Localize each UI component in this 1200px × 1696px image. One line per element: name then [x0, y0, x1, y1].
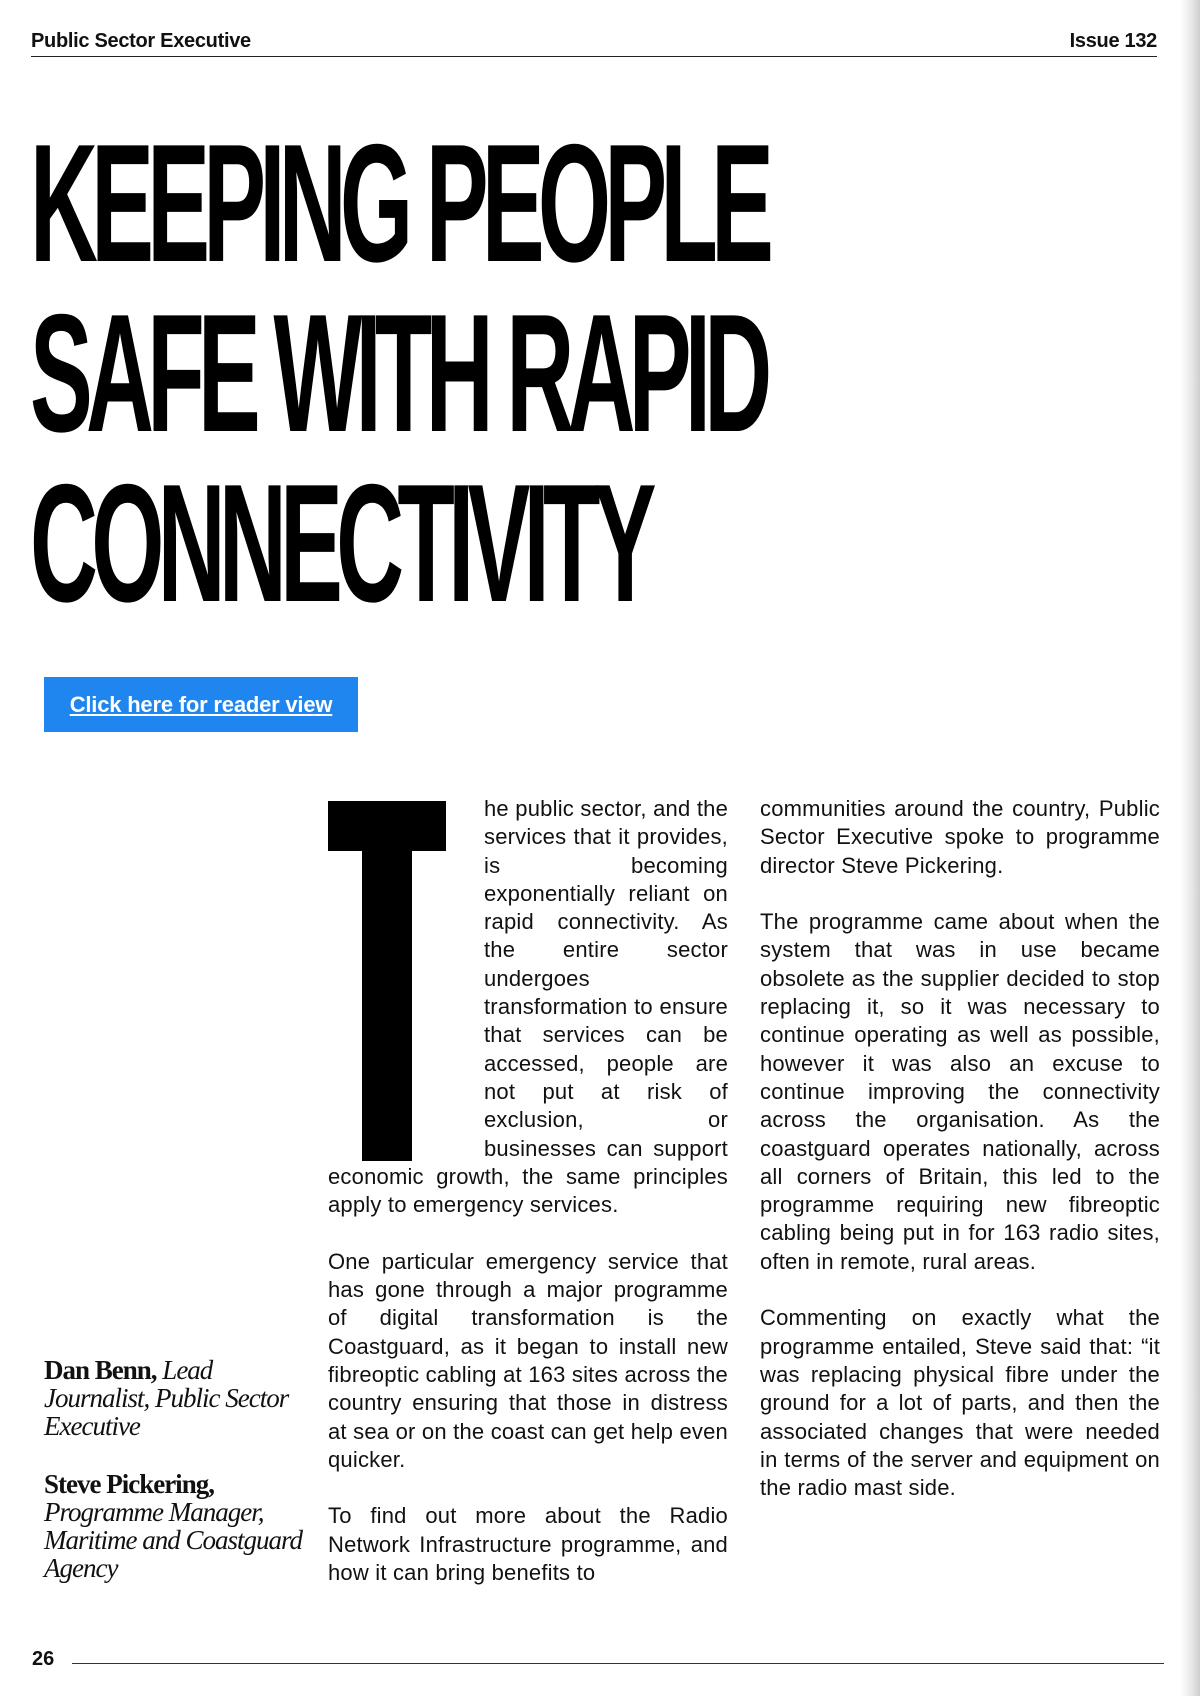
paragraph: The programme came about when the system that was in use became obsolete as the supplier decided to stop replacing it, so it was necessary to continue operating as well as possible, however it was also an excuse to continue improving the connectivity across the organisation. As the coastguard operates nationally, across all corners of Britain, this led to the programme requiring new fibreoptic cabling being put in for 163 radio sites, often in remote, rural areas.	[760, 909, 1160, 1274]
paragraph: Commenting on exactly what the programme entailed, Steve said that: “it was replacing physical fibre under the ground for a lot of parts, and then the associated changes that were needed in terms of the server and equipment on the radio mast side.	[760, 1305, 1160, 1501]
byline-name: Dan Benn,	[44, 1355, 157, 1385]
byline-role: Lead Journalist, Public Sector Executive	[44, 1355, 289, 1441]
page-number: 26	[32, 1648, 55, 1670]
paragraph: he public sector, and the services that it provides, is becoming exponentially reliant on rapid connectivity. As the entire sector undergoes transformation to ensure that services can be accessed, people are not put at risk of exclusion, or businesses can support economic growth, the same principles apply to emergency services.	[328, 796, 728, 1218]
paragraph: communities around the country, Public Sector Executive spoke to programme director Steve Pickering.	[760, 796, 1160, 878]
headline-line-3: CONNECTIVITY	[30, 449, 650, 637]
article-column-2	[760, 795, 1160, 1531]
byline-author	[44, 1356, 314, 1440]
headline-line-2: SAFE WITH RAPID	[30, 279, 766, 467]
byline-name: Steve Pickering,	[44, 1469, 214, 1499]
bylines	[44, 1356, 314, 1612]
drop-cap	[328, 801, 446, 1161]
page-edge-shadow	[1180, 0, 1200, 1696]
publication-name: Public Sector Executive	[31, 30, 251, 52]
byline-interviewee	[44, 1470, 314, 1582]
page-header	[31, 28, 1157, 57]
reader-view-button[interactable]: Click here for reader view	[44, 677, 358, 732]
byline-role: Programme Manager, Maritime and Coastguard Agency	[44, 1497, 303, 1583]
paragraph: One particular emergency service that has gone through a major programme of digital transformation is the Coastguard, as it began to install new fibreoptic cabling at 163 sites across the country ensuring that those in distress at sea or on the coast can get help even quicker.	[328, 1248, 728, 1472]
headline-line-1: KEEPING PEOPLE	[30, 109, 768, 297]
drop-cap-glyph	[328, 801, 446, 1161]
footer-divider	[72, 1663, 1164, 1664]
article-headline	[30, 109, 890, 637]
article-column-1	[328, 795, 728, 1616]
paragraph: To find out more about the Radio Network Infrastructure programme, and how it can bring benefits to	[328, 1503, 728, 1586]
issue-number: Issue 132	[1069, 30, 1157, 52]
